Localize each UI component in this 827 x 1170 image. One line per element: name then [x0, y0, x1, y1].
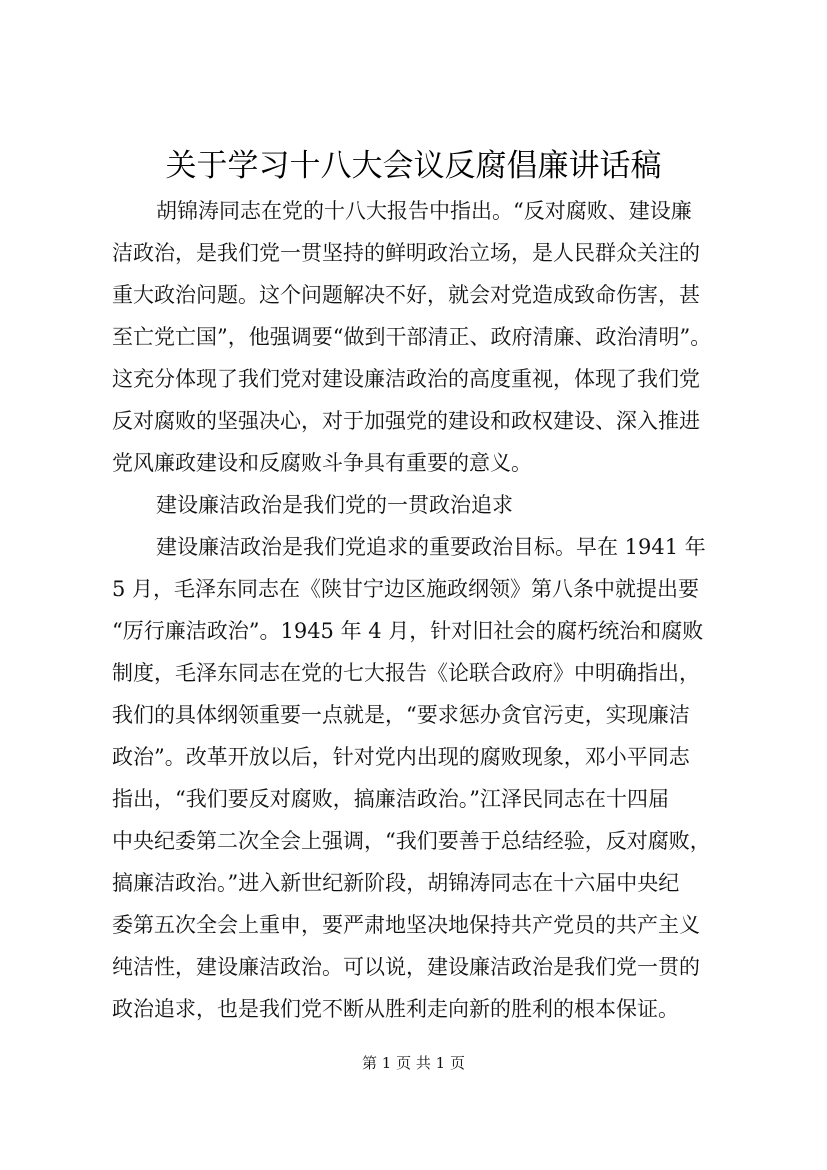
section-heading: 建设廉洁政治是我们党的一贯政治追求	[156, 493, 513, 517]
text-line: 委第五次全会上重申，要严肃地坚决地保持共产党员的共产主义	[112, 913, 700, 937]
document-title: 关于学习十八大会议反腐倡廉讲话稿	[165, 148, 662, 184]
text-line: 洁政治，是我们党一贯坚持的鲜明政治立场，是人民群众关注的	[112, 241, 700, 265]
text-line: 重大政治问题。这个问题解决不好，就会对党造成致命伤害，甚	[112, 283, 700, 307]
text-line: 纯洁性，建设廉洁政治。可以说，建设廉洁政治是我们党一贯的	[112, 955, 700, 979]
text-line: 政治追求，也是我们党不断从胜利走向新的胜利的根本保证。	[112, 997, 679, 1021]
text-line: 搞廉洁政治。”进入新世纪新阶段，胡锦涛同志在十六届中央纪	[112, 871, 680, 895]
text-line: 5 月，毛泽东同志在《陕甘宁边区施政纲领》第八条中就提出要	[112, 577, 700, 601]
document-body	[112, 190, 752, 1030]
text-line: 中央纪委第二次全会上强调，“我们要善于总结经验，反对腐败，	[112, 829, 711, 853]
text-line: 胡锦涛同志在党的十八大报告中指出。“反对腐败、建设廉	[156, 199, 692, 223]
text-line: 这充分体现了我们党对建设廉洁政治的高度重视，体现了我们党	[112, 367, 700, 391]
text-line: “厉行廉洁政治”。1945 年 4 月，针对旧社会的腐朽统治和腐败	[112, 619, 704, 643]
page-footer: 第 1 页 共 1 页	[362, 1054, 465, 1072]
text-line: 建设廉洁政治是我们党追求的重要政治目标。早在 1941 年	[156, 535, 706, 559]
text-line: 党风廉政建设和反腐败斗争具有重要的意义。	[112, 451, 532, 475]
text-line: 政治”。改革开放以后，针对党内出现的腐败现象，邓小平同志	[112, 745, 690, 769]
text-line: 反对腐败的坚强决心，对于加强党的建设和政权建设、深入推进	[112, 409, 700, 433]
text-line: 制度，毛泽东同志在党的七大报告《论联合政府》中明确指出，	[112, 661, 700, 685]
text-line: 指出，“我们要反对腐败，搞廉洁政治。”江泽民同志在十四届	[112, 787, 669, 811]
text-line: 至亡党亡国”，他强调要“做到干部清正、政府清廉、政治清明”。	[112, 325, 712, 349]
text-line: 我们的具体纲领重要一点就是，“要求惩办贪官污吏，实现廉洁	[112, 703, 690, 727]
